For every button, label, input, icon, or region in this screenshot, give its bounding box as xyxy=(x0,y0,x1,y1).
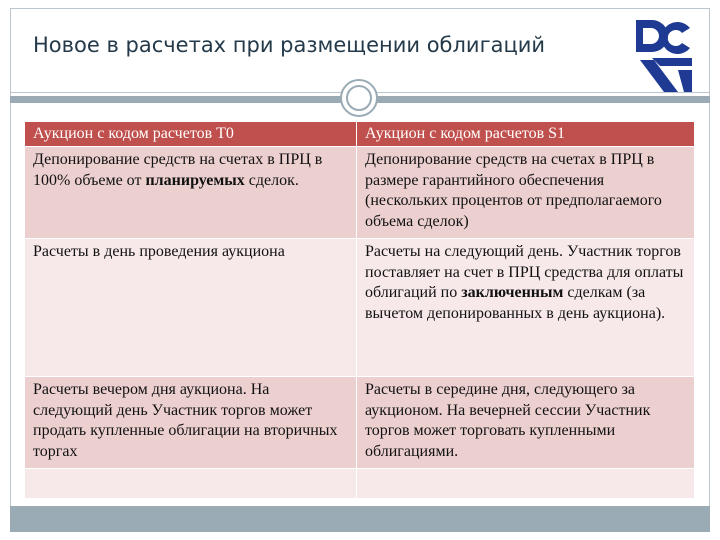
table-cell xyxy=(25,469,357,499)
table-cell: Расчеты на следующий день. Участник торгов поставляет на счет в ПРЦ средства для оплаты облигаций по заключенным сделкам (за вычетом депонированных в день аукциона). xyxy=(357,239,695,377)
table-cell: Расчеты в середине дня, следующего за аукционом. На вечерней сессии Участник торгов может торговать купленными облигациями. xyxy=(357,377,695,469)
header-s1: Аукцион с кодом расчетов S1 xyxy=(357,122,695,147)
table-cell: Расчеты вечером дня аукциона. На следующий день Участник торгов может продать купленные облигации на вторичных торгах xyxy=(25,377,357,469)
footer-band xyxy=(10,506,710,532)
table-row xyxy=(25,239,695,377)
table-row xyxy=(25,469,695,499)
circle-divider-icon xyxy=(340,79,378,117)
comparison-table xyxy=(24,121,695,499)
table-cell: Депонирование средств на счетах в ПРЦ в 100% объеме от планируемых сделок. xyxy=(25,147,357,239)
header-t0: Аукцион с кодом расчетов Т0 xyxy=(25,122,357,147)
table-cell: Расчеты в день проведения аукциона xyxy=(25,239,357,377)
table-cell xyxy=(357,469,695,499)
table-cell: Депонирование средств на счетах в ПРЦ в размере гарантийного обеспечения (нескольких процентов от предполагаемого объема сделок) xyxy=(357,147,695,239)
table-row xyxy=(25,147,695,239)
table-header-row xyxy=(25,122,695,147)
table-row xyxy=(25,377,695,469)
slide-title: Новое в расчетах при размещении облигаций xyxy=(33,33,546,57)
company-logo-icon xyxy=(632,18,694,94)
